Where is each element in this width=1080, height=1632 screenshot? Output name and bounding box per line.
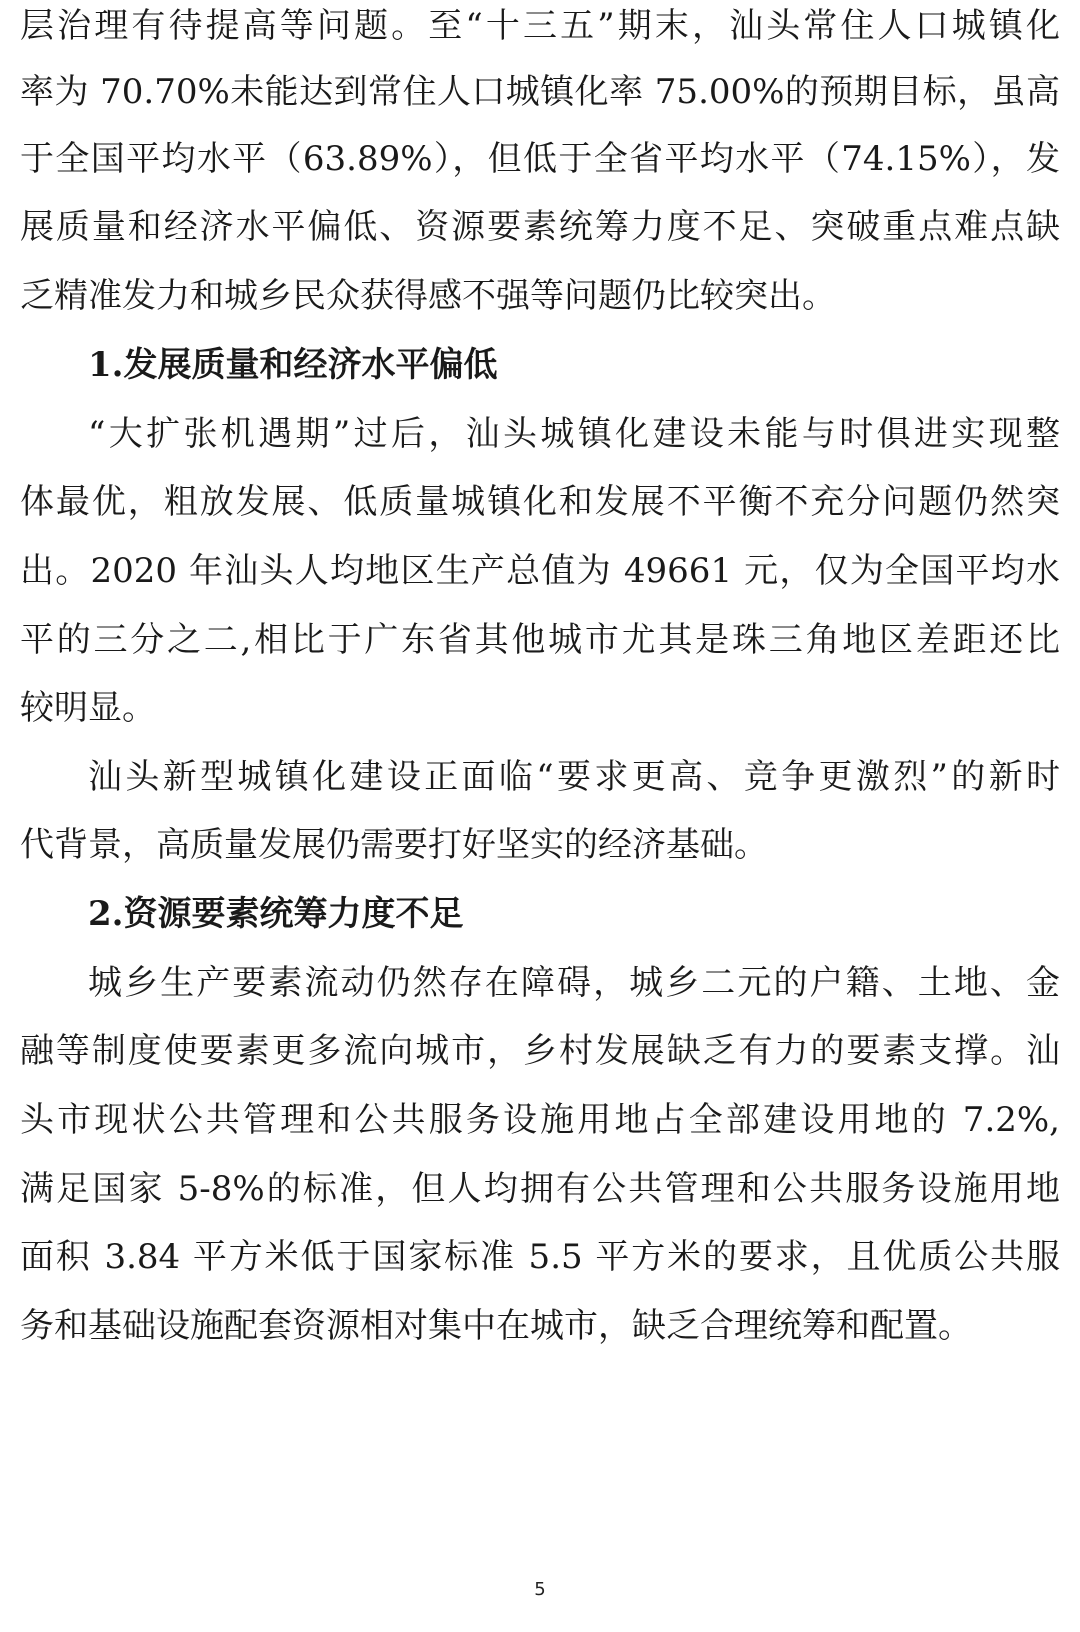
text-line: 平的三分之二,相比于广东省其他城市尤其是珠三角地区差距还比 xyxy=(20,620,1060,660)
section-heading: 2.资源要素统筹力度不足 xyxy=(88,894,464,934)
text-line: “大扩张机遇期”过后，汕头城镇化建设未能与时俱进实现整 xyxy=(88,414,1060,454)
text-line: 体最优，粗放发展、低质量城镇化和发展不平衡不充分问题仍然突 xyxy=(20,482,1060,522)
text-line: 汕头新型城镇化建设正面临“要求更高、竞争更激烈”的新时 xyxy=(88,757,1060,797)
text-line: 展质量和经济水平偏低、资源要素统筹力度不足、突破重点难点缺 xyxy=(20,207,1060,247)
text-line: 率为 70.70%未能达到常住人口城镇化率 75.00%的预期目标，虽高 xyxy=(20,72,1060,112)
text-line: 于全国平均水平（63.89%），但低于全省平均水平（74.15%），发 xyxy=(20,139,1060,179)
page-number: 5 xyxy=(534,1579,546,1600)
text-line: 头市现状公共管理和公共服务设施用地占全部建设用地的 7.2%, xyxy=(20,1100,1060,1140)
text-line: 满足国家 5-8%的标准，但人均拥有公共管理和公共服务设施用地 xyxy=(20,1169,1060,1209)
text-line: 融等制度使要素更多流向城市，乡村发展缺乏有力的要素支撑。汕 xyxy=(20,1031,1060,1071)
text-line: 层治理有待提高等问题。至“十三五”期末，汕头常住人口城镇化 xyxy=(20,6,1060,46)
text-line: 面积 3.84 平方米低于国家标准 5.5 平方米的要求，且优质公共服 xyxy=(20,1237,1060,1277)
text-line: 务和基础设施配套资源相对集中在城市，缺乏合理统筹和配置。 xyxy=(20,1306,972,1346)
text-line: 代背景，高质量发展仍需要打好坚实的经济基础。 xyxy=(20,825,768,865)
text-line: 出。2020 年汕头人均地区生产总值为 49661 元，仅为全国平均水 xyxy=(20,551,1060,591)
section-heading: 1.发展质量和经济水平偏低 xyxy=(88,345,498,385)
text-line: 乏精准发力和城乡民众获得感不强等问题仍比较突出。 xyxy=(20,276,836,316)
text-line: 城乡生产要素流动仍然存在障碍，城乡二元的户籍、土地、金 xyxy=(88,963,1060,1003)
text-line: 较明显。 xyxy=(20,688,156,728)
